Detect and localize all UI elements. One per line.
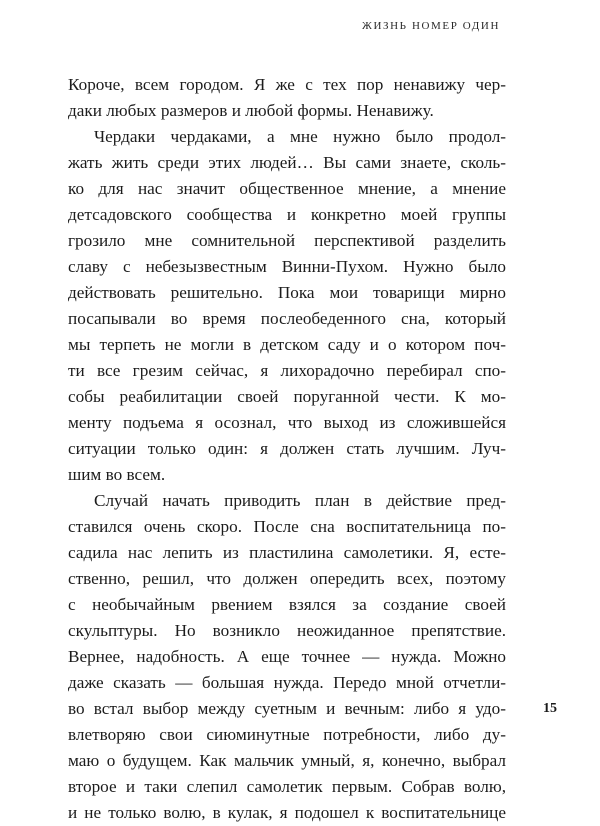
text-line: во встал выбор между суетным и вечным: либо я удо- (68, 699, 506, 718)
text-line: действовать решительно. Пока мои товарищи мирно (68, 283, 506, 302)
text-line: ти все грезим сейчас, я лихорадочно перебирал спо- (68, 361, 506, 380)
text-line: собы реабилитации своей поруганной чести. К мо- (68, 387, 506, 406)
text-line: ситуации только один: я должен стать лучшим. Луч- (68, 439, 506, 458)
text-line: и не только волю, в кулак, я подошел к воспитательнице (68, 803, 506, 822)
page-number: 15 (543, 701, 557, 716)
text-line: второе и таки слепил самолетик первым. Собрав волю, (68, 777, 506, 796)
text-line: ко для нас значит общественное мнение, а мнение (68, 179, 506, 198)
text-line: ственно, решил, что должен опередить всех, поэтому (68, 569, 506, 588)
text-line: с необычайным рвением взялся за создание своей (68, 595, 506, 614)
text-line: Случай начать приводить план в действие пред- (94, 491, 506, 510)
text-line: садила нас лепить из пластилина самолетики. Я, есте- (68, 543, 506, 562)
text-line: даже сказать — большая нужда. Передо мной отчетли- (68, 673, 506, 692)
text-line: славу с небезызвестным Винни-Пухом. Нужно было (68, 257, 506, 276)
text-line: детсадовского сообщества и конкретно моей группы (68, 205, 506, 224)
running-header: ЖИЗНЬ НОМЕР ОДИН (362, 20, 500, 32)
text-line: посапывали во время послеобеденного сна, который (68, 309, 506, 328)
text-line: жать жить среди этих людей… Вы сами знаете, сколь- (68, 153, 506, 172)
text-line: скульптуры. Но возникло неожиданное препятствие. (68, 621, 506, 640)
text-line: ставился очень скоро. После сна воспитательница по- (68, 517, 506, 536)
text-line: Вернее, надобность. А еще точнее — нужда. Можно (68, 647, 506, 666)
text-line: Короче, всем городом. Я же с тех пор ненавижу чер- (68, 75, 506, 94)
text-line: шим во всем. (68, 465, 166, 484)
text-line: влетворяю свои сиюминутные потребности, либо ду- (68, 725, 506, 744)
text-line: менту подъема я осознал, что выход из сложившейся (68, 413, 506, 432)
text-line: мы терпеть не могли в детском саду и о котором поч- (68, 335, 506, 354)
text-line: даки любых размеров и любой формы. Ненавижу. (68, 101, 434, 120)
text-line: грозило мне сомнительной перспективой разделить (68, 231, 506, 250)
text-line: Чердаки чердаками, а мне нужно было продол- (94, 127, 506, 146)
text-line: маю о будущем. Как мальчик умный, я, конечно, выбрал (68, 751, 506, 770)
page-text (68, 72, 506, 826)
